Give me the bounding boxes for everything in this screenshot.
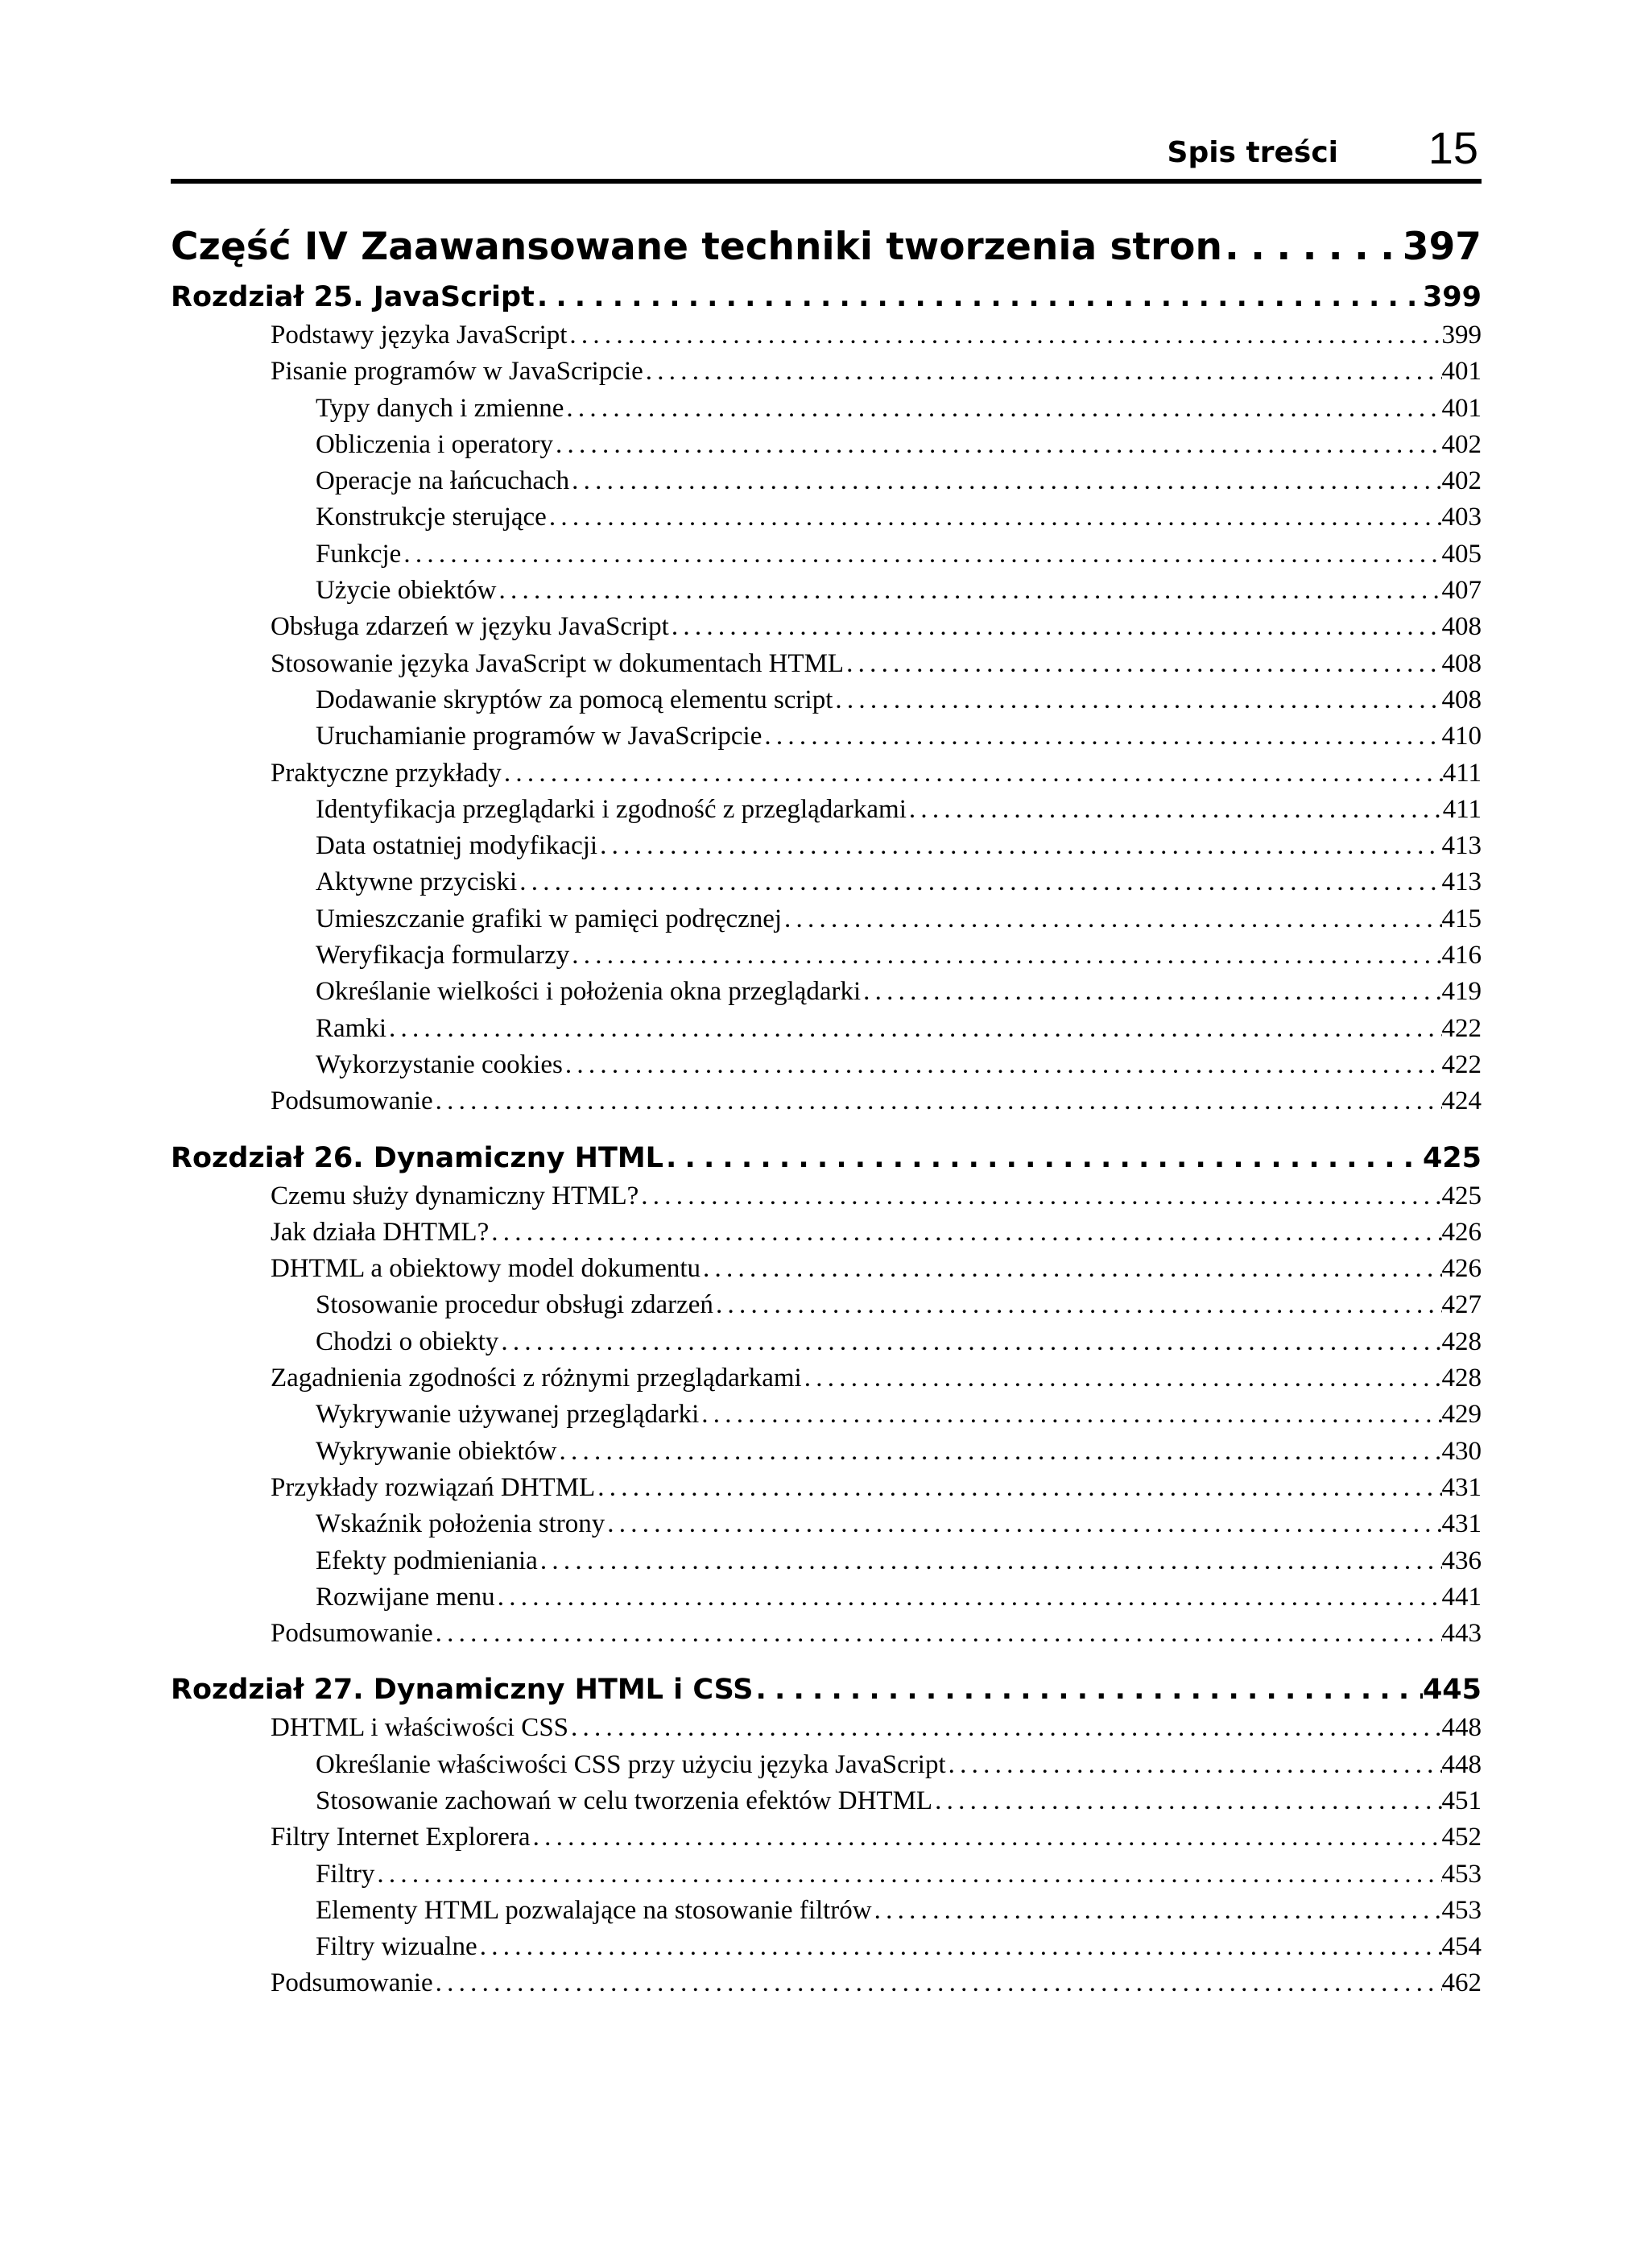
- toc-entry-page: 427: [1441, 1290, 1482, 1320]
- toc-entry-page: 413: [1441, 867, 1482, 897]
- dot-leader: [477, 1929, 1442, 1965]
- toc-entry-page: 407: [1441, 576, 1482, 606]
- toc-chapter-page: 425: [1422, 1141, 1482, 1174]
- toc-entry-title: Pisanie programów w JavaScripcie: [271, 357, 643, 387]
- toc-entry[interactable]: [171, 463, 1482, 499]
- toc-chapter-title: Rozdział 25. JavaScript: [171, 281, 535, 313]
- toc-entry-page: 422: [1441, 1013, 1482, 1043]
- toc-entry-page: 428: [1441, 1326, 1482, 1356]
- toc-entry-title: Określanie właściwości CSS przy użyciu języka JavaScript: [316, 1749, 946, 1779]
- toc-entry-title: Podsumowanie: [271, 1086, 433, 1116]
- toc-entry[interactable]: [171, 1893, 1482, 1929]
- toc-entry-title: Wykorzystanie cookies: [316, 1049, 563, 1079]
- toc-entry[interactable]: [171, 536, 1482, 573]
- toc-entry-title: Filtry: [316, 1859, 375, 1889]
- toc-entry[interactable]: [171, 1324, 1482, 1360]
- toc-chapter-page: 399: [1422, 281, 1482, 313]
- dot-leader: [605, 1506, 1441, 1542]
- toc-entry-title: Wykrywanie używanej przeglądarki: [316, 1400, 700, 1430]
- toc-entry-page: 428: [1441, 1364, 1482, 1393]
- toc-entry-title: Chodzi o obiekty: [316, 1326, 499, 1356]
- toc-entry[interactable]: [171, 1819, 1482, 1856]
- toc-entry-page: 402: [1441, 466, 1482, 496]
- toc-entry-title: Jak działa DHTML?: [271, 1217, 490, 1247]
- toc-entry-page: 443: [1441, 1619, 1482, 1649]
- dot-leader: [639, 1178, 1441, 1215]
- toc-entry[interactable]: [171, 1710, 1482, 1746]
- toc-entry[interactable]: [171, 1083, 1482, 1120]
- dot-leader: [595, 1470, 1441, 1506]
- toc-chapter-heading[interactable]: [171, 1670, 1482, 1710]
- toc-entry[interactable]: [171, 755, 1482, 792]
- toc-entry-page: 416: [1441, 941, 1482, 971]
- toc-entry-page: 411: [1442, 794, 1482, 824]
- dot-leader: [386, 1011, 1442, 1047]
- toc-entry[interactable]: [171, 1965, 1482, 2001]
- toc-entry-title: Przykłady rozwiązań DHTML: [271, 1472, 596, 1502]
- toc-entry-title: Data ostatniej modyfikacji: [316, 831, 598, 861]
- toc-entry-page: 403: [1441, 503, 1482, 532]
- toc-entry-title: Podsumowanie: [271, 1619, 433, 1649]
- toc-entry-page: 405: [1441, 539, 1482, 569]
- toc-entry-page: 411: [1442, 758, 1482, 788]
- toc-chapter-page: 445: [1422, 1674, 1482, 1707]
- toc-entry-page: 431: [1441, 1509, 1482, 1539]
- toc-entry-title: Podstawy języka JavaScript: [271, 321, 568, 350]
- running-header-title: Spis treści: [1167, 136, 1338, 169]
- toc-entry-page: 408: [1441, 612, 1482, 642]
- toc-entry-title: Identyfikacja przeglądarki i zgodność z przeglądarkami: [316, 794, 907, 824]
- toc-chapter-heading[interactable]: [171, 277, 1482, 317]
- toc-entry-title: Stosowanie procedur obsługi zdarzeń: [316, 1290, 713, 1320]
- dot-leader: [567, 317, 1441, 354]
- toc-entry-title: Wskaźnik położenia strony: [316, 1509, 605, 1539]
- toc-entry[interactable]: [171, 1783, 1482, 1819]
- dot-leader: [433, 1083, 1442, 1120]
- toc-entry-title: Aktywne przyciski: [316, 867, 518, 897]
- toc-entry[interactable]: [171, 1747, 1482, 1783]
- toc-entry[interactable]: [171, 1470, 1482, 1506]
- dot-leader: [713, 1287, 1442, 1323]
- toc-entry-page: 451: [1441, 1786, 1482, 1815]
- dot-leader: [701, 1251, 1441, 1287]
- page-header: [171, 121, 1482, 184]
- toc-entry-page: 454: [1441, 1932, 1482, 1962]
- dot-leader: [433, 1616, 1442, 1652]
- dot-leader: [782, 901, 1441, 937]
- toc-entry-title: Uruchamianie programów w JavaScripcie: [316, 722, 763, 751]
- toc-entry-title: Konstrukcje sterujące: [316, 503, 547, 532]
- toc-entry[interactable]: [171, 427, 1482, 463]
- toc-entry[interactable]: [171, 828, 1482, 864]
- dot-leader: [564, 391, 1441, 427]
- dot-leader: [538, 1543, 1442, 1579]
- toc-entry-title: Obsługa zdarzeń w języku JavaScript: [271, 612, 669, 642]
- toc-entry-page: 401: [1441, 357, 1482, 387]
- toc-entry[interactable]: [171, 1506, 1482, 1542]
- toc-entry-title: Ramki: [316, 1013, 386, 1043]
- dot-leader: [946, 1747, 1442, 1783]
- dot-leader: [547, 499, 1442, 536]
- dot-leader: [597, 828, 1441, 864]
- table-of-contents: [171, 222, 1482, 2002]
- toc-entry-page: 430: [1441, 1436, 1482, 1466]
- toc-entry-title: DHTML a obiektowy model dokumentu: [271, 1254, 701, 1284]
- toc-entry[interactable]: [171, 792, 1482, 828]
- toc-entry[interactable]: [171, 499, 1482, 536]
- toc-entry[interactable]: [171, 974, 1482, 1010]
- toc-entry[interactable]: [171, 354, 1482, 390]
- toc-entry[interactable]: [171, 682, 1482, 718]
- toc-entry[interactable]: [171, 646, 1482, 682]
- toc-chapter-heading[interactable]: [171, 1138, 1482, 1178]
- dot-leader: [663, 1138, 1423, 1178]
- toc-entry-page: 453: [1441, 1859, 1482, 1889]
- toc-entry-page: 424: [1441, 1086, 1482, 1116]
- toc-entry-title: Filtry wizualne: [316, 1932, 477, 1962]
- dot-leader: [699, 1397, 1441, 1433]
- dot-leader: [762, 718, 1441, 755]
- dot-leader: [932, 1783, 1441, 1819]
- toc-entry-page: 448: [1441, 1749, 1482, 1779]
- dot-leader: [844, 646, 1441, 682]
- toc-entry-title: Stosowanie języka JavaScript w dokumentach HTML: [271, 648, 845, 678]
- toc-entry-title: Rozwijane menu: [316, 1582, 495, 1612]
- dot-leader: [553, 427, 1441, 463]
- dot-leader: [557, 1434, 1442, 1470]
- toc-entry-title: Praktyczne przykłady: [271, 758, 502, 788]
- toc-part-title: Część IV Zaawansowane techniki tworzenia stron: [171, 225, 1222, 269]
- dot-leader: [563, 1047, 1442, 1083]
- dot-leader: [861, 974, 1441, 1010]
- toc-entry-page: 413: [1441, 831, 1482, 861]
- toc-entry[interactable]: [171, 1178, 1482, 1215]
- toc-entry-page: 431: [1441, 1472, 1482, 1502]
- toc-entry-page: 452: [1441, 1823, 1482, 1852]
- toc-entry-page: 436: [1441, 1546, 1482, 1575]
- toc-entry[interactable]: [171, 1011, 1482, 1047]
- toc-entry[interactable]: [171, 937, 1482, 974]
- toc-entry-title: Stosowanie zachowań w celu tworzenia efektów DHTML: [316, 1786, 933, 1815]
- toc-part-page: 397: [1402, 225, 1482, 269]
- toc-entry[interactable]: [171, 1543, 1482, 1579]
- toc-entry-page: 402: [1441, 429, 1482, 459]
- toc-entry[interactable]: [171, 317, 1482, 354]
- toc-entry[interactable]: [171, 1047, 1482, 1083]
- toc-entry-page: 429: [1441, 1400, 1482, 1430]
- toc-entry-title: Filtry Internet Explorera: [271, 1823, 531, 1852]
- toc-entry-title: Dodawanie skryptów za pomocą elementu script: [316, 685, 833, 714]
- toc-entry-page: 425: [1441, 1181, 1482, 1211]
- dot-leader: [754, 1670, 1423, 1710]
- toc-entry-title: Umieszczanie grafiki w pamięci podręcznej: [316, 904, 783, 933]
- toc-entry[interactable]: [171, 1397, 1482, 1433]
- dot-leader: [433, 1965, 1442, 2001]
- toc-entry-title: Efekty podmieniania: [316, 1546, 538, 1575]
- dot-leader: [669, 609, 1442, 645]
- toc-entry-page: 408: [1441, 685, 1482, 714]
- toc-entry[interactable]: [171, 1856, 1482, 1893]
- toc-entry[interactable]: [171, 1251, 1482, 1287]
- toc-entry-page: 401: [1441, 393, 1482, 423]
- toc-entry-page: 415: [1441, 904, 1482, 933]
- dot-leader: [495, 1579, 1442, 1616]
- dot-leader: [535, 277, 1423, 317]
- toc-entry-title: Użycie obiektów: [316, 576, 497, 606]
- toc-entry-page: 426: [1441, 1254, 1482, 1284]
- dot-leader: [568, 1710, 1441, 1746]
- toc-chapter-title: Rozdział 26. Dynamiczny HTML: [171, 1141, 663, 1174]
- page-number: 15: [1428, 122, 1478, 173]
- toc-entry-title: Określanie wielkości i położenia okna przeglądarki: [316, 977, 862, 1007]
- toc-entry-title: Funkcje: [316, 539, 402, 569]
- toc-entry-title: Operacje na łańcuchach: [316, 466, 570, 496]
- toc-entry-page: 410: [1441, 722, 1482, 751]
- toc-entry-title: Elementy HTML pozwalające na stosowanie filtrów: [316, 1895, 872, 1925]
- dot-leader: [1222, 222, 1403, 272]
- dot-leader: [872, 1893, 1442, 1929]
- toc-entry[interactable]: [171, 1215, 1482, 1251]
- toc-entry-title: Weryfikacja formularzy: [316, 941, 570, 971]
- toc-entry-title: Obliczenia i operatory: [316, 429, 554, 459]
- toc-entry[interactable]: [171, 1616, 1482, 1652]
- toc-part-heading[interactable]: [171, 222, 1482, 272]
- toc-entry[interactable]: [171, 1360, 1482, 1397]
- dot-leader: [907, 792, 1443, 828]
- toc-entry-page: 422: [1441, 1049, 1482, 1079]
- dot-leader: [498, 1324, 1441, 1360]
- toc-entry[interactable]: [171, 1287, 1482, 1323]
- dot-leader: [502, 755, 1443, 792]
- toc-entry-title: Typy danych i zmienne: [316, 393, 564, 423]
- dot-leader: [374, 1856, 1441, 1893]
- toc-entry-title: Zagadnienia zgodności z różnymi przeglądarkami: [271, 1364, 802, 1393]
- toc-entry-title: Wykrywanie obiektów: [316, 1436, 557, 1466]
- dot-leader: [517, 864, 1441, 900]
- toc-entry-page: 419: [1441, 977, 1482, 1007]
- toc-entry[interactable]: [171, 1579, 1482, 1616]
- dot-leader: [497, 573, 1442, 609]
- dot-leader: [569, 463, 1441, 499]
- toc-entry-page: 426: [1441, 1217, 1482, 1247]
- dot-leader: [401, 536, 1441, 573]
- toc-entry[interactable]: [171, 1929, 1482, 1965]
- toc-entry[interactable]: [171, 1434, 1482, 1470]
- toc-entry[interactable]: [171, 901, 1482, 937]
- dot-leader: [802, 1360, 1442, 1397]
- toc-entry-page: 448: [1441, 1713, 1482, 1743]
- toc-entry-page: 462: [1441, 1968, 1482, 1998]
- dot-leader: [833, 682, 1441, 718]
- dot-leader: [489, 1215, 1441, 1251]
- toc-entry[interactable]: [171, 573, 1482, 609]
- dot-leader: [531, 1819, 1442, 1856]
- toc-entry[interactable]: [171, 391, 1482, 427]
- toc-entry-page: 453: [1441, 1895, 1482, 1925]
- toc-chapter-title: Rozdział 27. Dynamiczny HTML i CSS: [171, 1674, 754, 1707]
- toc-entry-title: Czemu służy dynamiczny HTML?: [271, 1181, 639, 1211]
- toc-entry-page: 441: [1441, 1582, 1482, 1612]
- toc-entry[interactable]: [171, 864, 1482, 900]
- dot-leader: [643, 354, 1442, 390]
- toc-entry-title: DHTML i właściwości CSS: [271, 1713, 569, 1743]
- dot-leader: [569, 937, 1441, 974]
- toc-entry-title: Podsumowanie: [271, 1968, 433, 1998]
- toc-entry[interactable]: [171, 718, 1482, 755]
- toc-entry-page: 408: [1441, 648, 1482, 678]
- toc-entry-page: 399: [1441, 321, 1482, 350]
- toc-entry[interactable]: [171, 609, 1482, 645]
